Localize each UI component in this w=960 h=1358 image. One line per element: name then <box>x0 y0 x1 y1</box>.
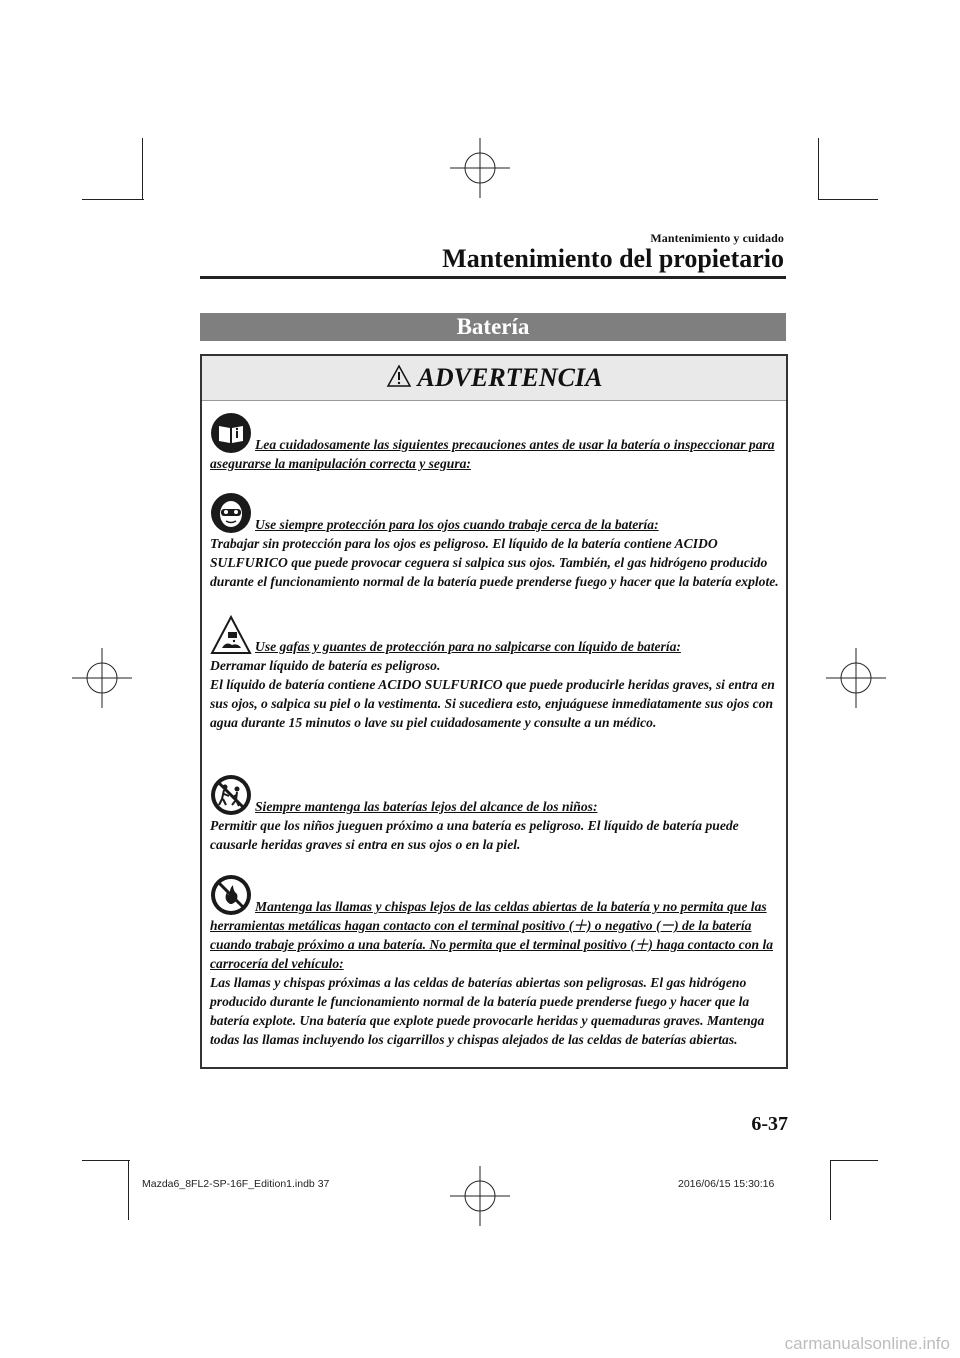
warning-item-heading: Lea cuidadosamente las siguientes precauciones antes de usar la batería o inspeccionar para asegurarse la manipulación correcta y segura: <box>210 437 775 471</box>
registration-mark-icon <box>450 1166 510 1226</box>
warning-item <box>210 874 782 1049</box>
crop-mark <box>128 1160 129 1220</box>
registration-mark-icon <box>72 648 132 708</box>
warning-header <box>202 356 786 401</box>
warning-item-body: Permitir que los niños jueguen próximo a una batería es peligroso. El líquido de batería puede causarle heridas graves si entra en sus ojos o en la piel. <box>210 818 739 852</box>
warning-item-heading: Mantenga las llamas y chispas lejos de las celdas abiertas de la batería y no permita que las herramientas metálicas hagan contacto con el terminal positivo (＋) o negativo (－) de la batería cuando trabaje próximo a una batería. No permita que el terminal positivo (＋) haga contacto con la carrocería del vehículo: <box>210 899 774 971</box>
warning-item <box>210 774 782 854</box>
header-divider <box>200 276 786 279</box>
warning-item-body: Trabajar sin protección para los ojos es peligroso. El líquido de la batería contiene ACIDO SULFURICO que puede provocar ceguera si salpica sus ojos. También, el gas hidrógeno producido durante el funcionamiento normal de la batería puede prenderse fuego y hacer que la batería explote. <box>210 536 779 589</box>
crop-mark <box>830 1160 831 1220</box>
footer-timestamp: 2016/06/15 15:30:16 <box>678 1178 775 1190</box>
footer-file: Mazda6_8FL2-SP-16F_Edition1.indb 37 <box>142 1178 330 1190</box>
crop-mark <box>82 1160 130 1161</box>
no-children-icon <box>210 774 252 816</box>
crop-mark <box>830 1160 878 1161</box>
no-flame-icon <box>210 874 252 916</box>
warning-triangle-icon <box>386 364 412 388</box>
eye-protection-icon <box>210 492 252 534</box>
crop-mark <box>818 138 819 200</box>
book-icon <box>210 412 252 454</box>
warning-box <box>200 354 788 1069</box>
warning-title: ADVERTENCIA <box>417 363 603 392</box>
warning-item <box>210 614 782 732</box>
crop-mark <box>142 138 143 200</box>
warning-item <box>210 492 782 591</box>
warning-item <box>210 412 782 473</box>
warning-item-heading: Use gafas y guantes de protección para no salpicarse con líquido de batería: <box>255 639 681 654</box>
chapter-title: Mantenimiento y cuidado <box>650 231 784 245</box>
section-header: Mantenimiento del propietario <box>442 244 784 273</box>
registration-mark-icon <box>826 648 886 708</box>
crop-mark <box>82 199 144 200</box>
section-title: Batería <box>200 313 786 341</box>
crop-mark <box>818 199 878 200</box>
page-number: 6-37 <box>751 1113 788 1135</box>
acid-splash-icon <box>210 614 252 656</box>
warning-item-body: Las llamas y chispas próximas a las celdas de baterías abiertas son peligrosas. El gas hidrógeno producido durante le funcionamiento normal de la batería puede prenderse fuego y hacer que la batería explote. Una batería que explote puede provocarle heridas y quemaduras graves. Mantenga todas las llamas incluyendo los cigarrillos y chispas alejados de las celdas de baterías abiertas. <box>210 975 765 1047</box>
warning-item-heading: Use siempre protección para los ojos cuando trabaje cerca de la batería: <box>255 517 659 532</box>
warning-item-body: Derramar líquido de batería es peligroso. El líquido de batería contiene ACIDO SULFURICO que puede producirle heridas graves, si entra en sus ojos, o salpica su piel o la vestimenta. Si sucediera esto, enjuáguese inmediatamente sus ojos con agua durante 15 minutos o lave su piel cuidadosamente y consulte a un médico. <box>210 658 775 730</box>
registration-mark-icon <box>450 138 510 198</box>
watermark: carmanualsonline.info <box>784 1334 950 1353</box>
warning-item-heading: Siempre mantenga las baterías lejos del alcance de los niños: <box>255 799 598 814</box>
